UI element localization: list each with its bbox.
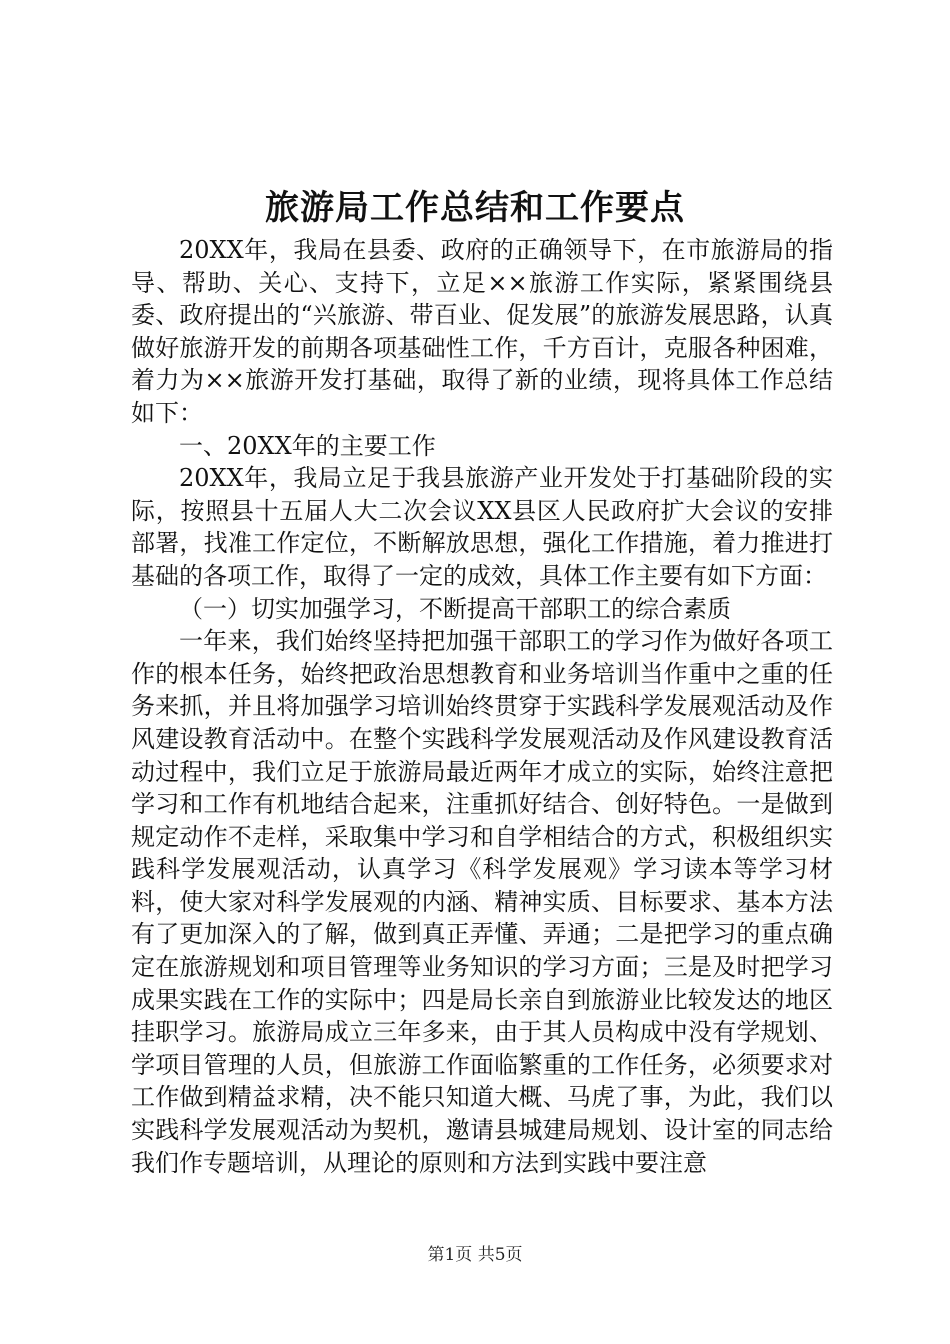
section-heading-main-work: 一、20XX年的主要工作 xyxy=(179,431,436,460)
document-title: 旅游局工作总结和工作要点 xyxy=(265,188,685,228)
document-body xyxy=(131,234,833,1179)
study-paragraph: 一年来，我们始终坚持把加强干部职工的学习作为做好各项工作的根本任务，始终把政治思想教育和业务培训当作重中之重的任务来抓，并且将加强学习培训始终贯穿于实践科学发展观活动及作风建设教育活动中。在整个实践科学发展观活动及作风建设教育活动过程中，我们立足于旅游局最近两年才成立的实际，始终注意把学习和工作有机地结合起来，注重抓好结合、创好特色。一是做到规定动作不走样，采取集中学习和自学相结合的方式，积极组织实践科学发展观活动，认真学习《科学发展观》学习读本等学习材料，使大家对科学发展观的内涵、精神实质、目标要求、基本方法有了更加深入的了解，做到真正弄懂、弄通；二是把学习的重点确定在旅游规划和项目管理等业务知识的学习方面；三是及时把学习成果实践在工作的实际中；四是局长亲自到旅游业比较发达的地区挂职学习。旅游局成立三年多来，由于其人员构成中没有学规划、学项目管理的人员，但旅游工作面临繁重的工作任务，必须要求对工作做到精益求精，决不能只知道大概、马虎了事，为此，我们以实践科学发展观活动为契机，邀请县城建局规划、设计室的同志给我们作专题培训，从理论的原则和方法到实践中要注意 xyxy=(131,627,833,1177)
page-number-footer: 第1页 共5页 xyxy=(427,1245,523,1265)
subsection-heading-study: （一）切实加强学习，不断提高干部职工的综合素质 xyxy=(179,594,731,623)
main-work-paragraph: 20XX年，我局立足于我县旅游产业开发处于打基础阶段的实际，按照县十五届人大二次会议XX县区人民政府扩大会议的安排部署，找准工作定位，不断解放思想，强化工作措施，着力推进打基础的各项工作，取得了一定的成效，具体工作主要有如下方面： xyxy=(131,464,833,590)
intro-paragraph: 20XX年，我局在县委、政府的正确领导下，在市旅游局的指导、帮助、关心、支持下，立足××旅游工作实际，紧紧围绕县委、政府提出的“兴旅游、带百业、促发展”的旅游发展思路，认真做好旅游开发的前期各项基础性工作，千方百计，克服各种困难，着力为××旅游开发打基础，取得了新的业绩，现将具体工作总结如下： xyxy=(131,236,833,427)
